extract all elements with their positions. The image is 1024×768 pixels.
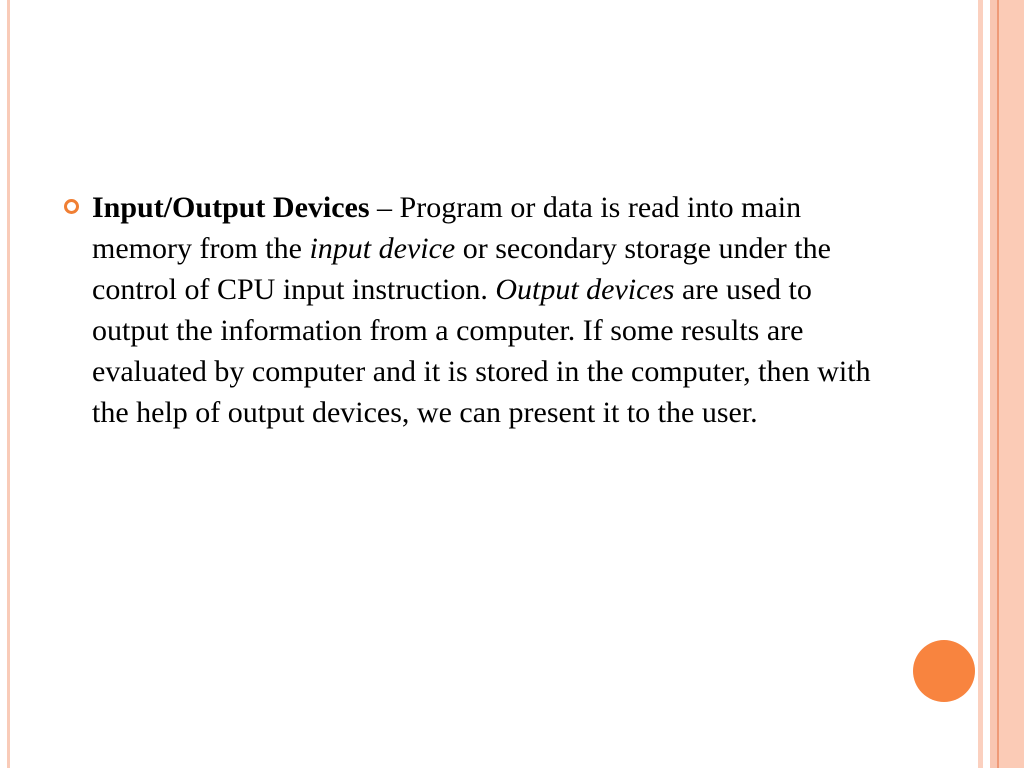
bullet-ring-icon bbox=[64, 199, 79, 214]
left-border-stripe bbox=[7, 0, 10, 768]
bullet-paragraph bbox=[92, 187, 892, 433]
decorative-circle bbox=[913, 640, 975, 702]
text-part: or secondary storage under the control of CPU input instruction. bbox=[92, 232, 831, 306]
right-border-band bbox=[999, 0, 1024, 768]
dash: – bbox=[369, 191, 400, 224]
text-part: are used to output the information from a computer. If some results are evaluated by computer and it is stored in the computer, then with the help of output devices, we can present it to the user. bbox=[92, 273, 871, 429]
right-border-stripe bbox=[990, 0, 997, 768]
emphasis: input device bbox=[309, 232, 456, 265]
term: Input/Output Devices bbox=[92, 191, 370, 224]
text-part: Program or data is read into main memory from the bbox=[92, 191, 802, 265]
emphasis: Output devices bbox=[495, 273, 675, 306]
right-border-stripe bbox=[978, 0, 983, 768]
